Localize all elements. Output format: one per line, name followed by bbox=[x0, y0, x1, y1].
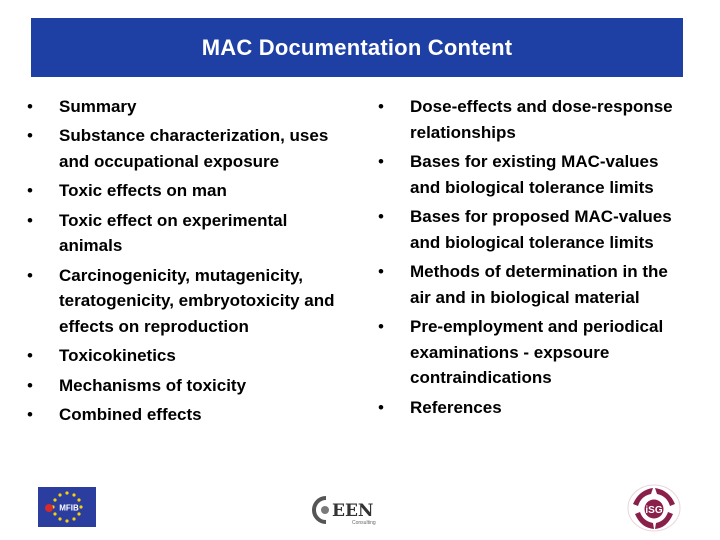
left-bullet-list bbox=[27, 94, 347, 432]
bullet-item bbox=[378, 314, 690, 391]
bullet-icon: • bbox=[378, 397, 384, 417]
bullet-text: Mechanisms of toxicity bbox=[59, 375, 247, 395]
ceen-logo-text: EEN bbox=[332, 501, 374, 521]
bullet-icon: • bbox=[27, 405, 33, 425]
bullet-text: Toxic effects on man bbox=[59, 181, 227, 201]
slide-title: MAC Documentation Content bbox=[201, 34, 513, 60]
bullet-icon: • bbox=[378, 206, 384, 226]
bullet-text: Pre-employment and periodical examinations - expsoure contraindications bbox=[410, 316, 664, 388]
bullet-text: Carcinogenicity, mutagenicity, teratogenicity, embryotoxicity and effects on reproduction bbox=[59, 265, 335, 336]
bullet-item bbox=[378, 395, 690, 421]
bullet-icon: • bbox=[27, 375, 33, 395]
bullet-text: Toxicokinetics bbox=[59, 346, 176, 366]
bullet-icon: • bbox=[27, 181, 33, 201]
bullet-item bbox=[27, 263, 347, 340]
bullet-icon: • bbox=[27, 126, 33, 146]
bullet-item bbox=[378, 204, 690, 255]
ceen-globe-icon bbox=[321, 506, 329, 514]
bullet-item bbox=[27, 373, 347, 399]
bullet-item bbox=[27, 343, 347, 369]
right-bullet-list bbox=[378, 94, 690, 424]
isg-logo-text: iSG bbox=[645, 505, 663, 516]
bullet-item bbox=[27, 178, 347, 204]
bullet-text: Summary bbox=[59, 97, 137, 116]
bullet-icon: • bbox=[378, 316, 384, 336]
bullet-text: Methods of determination in the air and in biological material bbox=[410, 261, 668, 307]
title-bar bbox=[31, 18, 683, 77]
bullet-icon: • bbox=[27, 265, 33, 285]
bullet-text: Combined effects bbox=[59, 405, 202, 425]
ceen-logo-subtext: Consulting bbox=[352, 520, 376, 526]
bullet-item bbox=[27, 123, 347, 174]
bullet-text: References bbox=[410, 397, 502, 417]
bullet-text: Toxic effect on experimental animals bbox=[59, 210, 288, 256]
isg-logo bbox=[625, 482, 683, 534]
bullet-icon: • bbox=[27, 97, 33, 116]
bullet-icon: • bbox=[378, 261, 384, 281]
eu-logo-text: MFIB bbox=[59, 503, 79, 513]
bullet-text: Bases for proposed MAC-values and biological tolerance limits bbox=[410, 206, 672, 252]
bullet-icon: • bbox=[27, 210, 33, 230]
bullet-item bbox=[378, 259, 690, 310]
bullet-text: Dose-effects and dose-response relationships bbox=[410, 97, 673, 142]
bullet-icon: • bbox=[378, 151, 384, 171]
bullet-item bbox=[27, 208, 347, 259]
bullet-text: Substance characterization, uses and occupational exposure bbox=[59, 126, 329, 171]
bullet-item bbox=[378, 94, 690, 145]
turkey-flag-icon bbox=[45, 504, 53, 512]
eu-mfib-logo bbox=[38, 487, 96, 527]
bullet-text: Bases for existing MAC-values and biological tolerance limits bbox=[410, 151, 659, 197]
ceen-logo bbox=[312, 494, 384, 526]
bullet-item bbox=[27, 94, 347, 120]
bullet-item bbox=[27, 402, 347, 428]
bullet-icon: • bbox=[27, 346, 33, 366]
bullet-icon: • bbox=[378, 97, 384, 116]
bullet-item bbox=[378, 149, 690, 200]
